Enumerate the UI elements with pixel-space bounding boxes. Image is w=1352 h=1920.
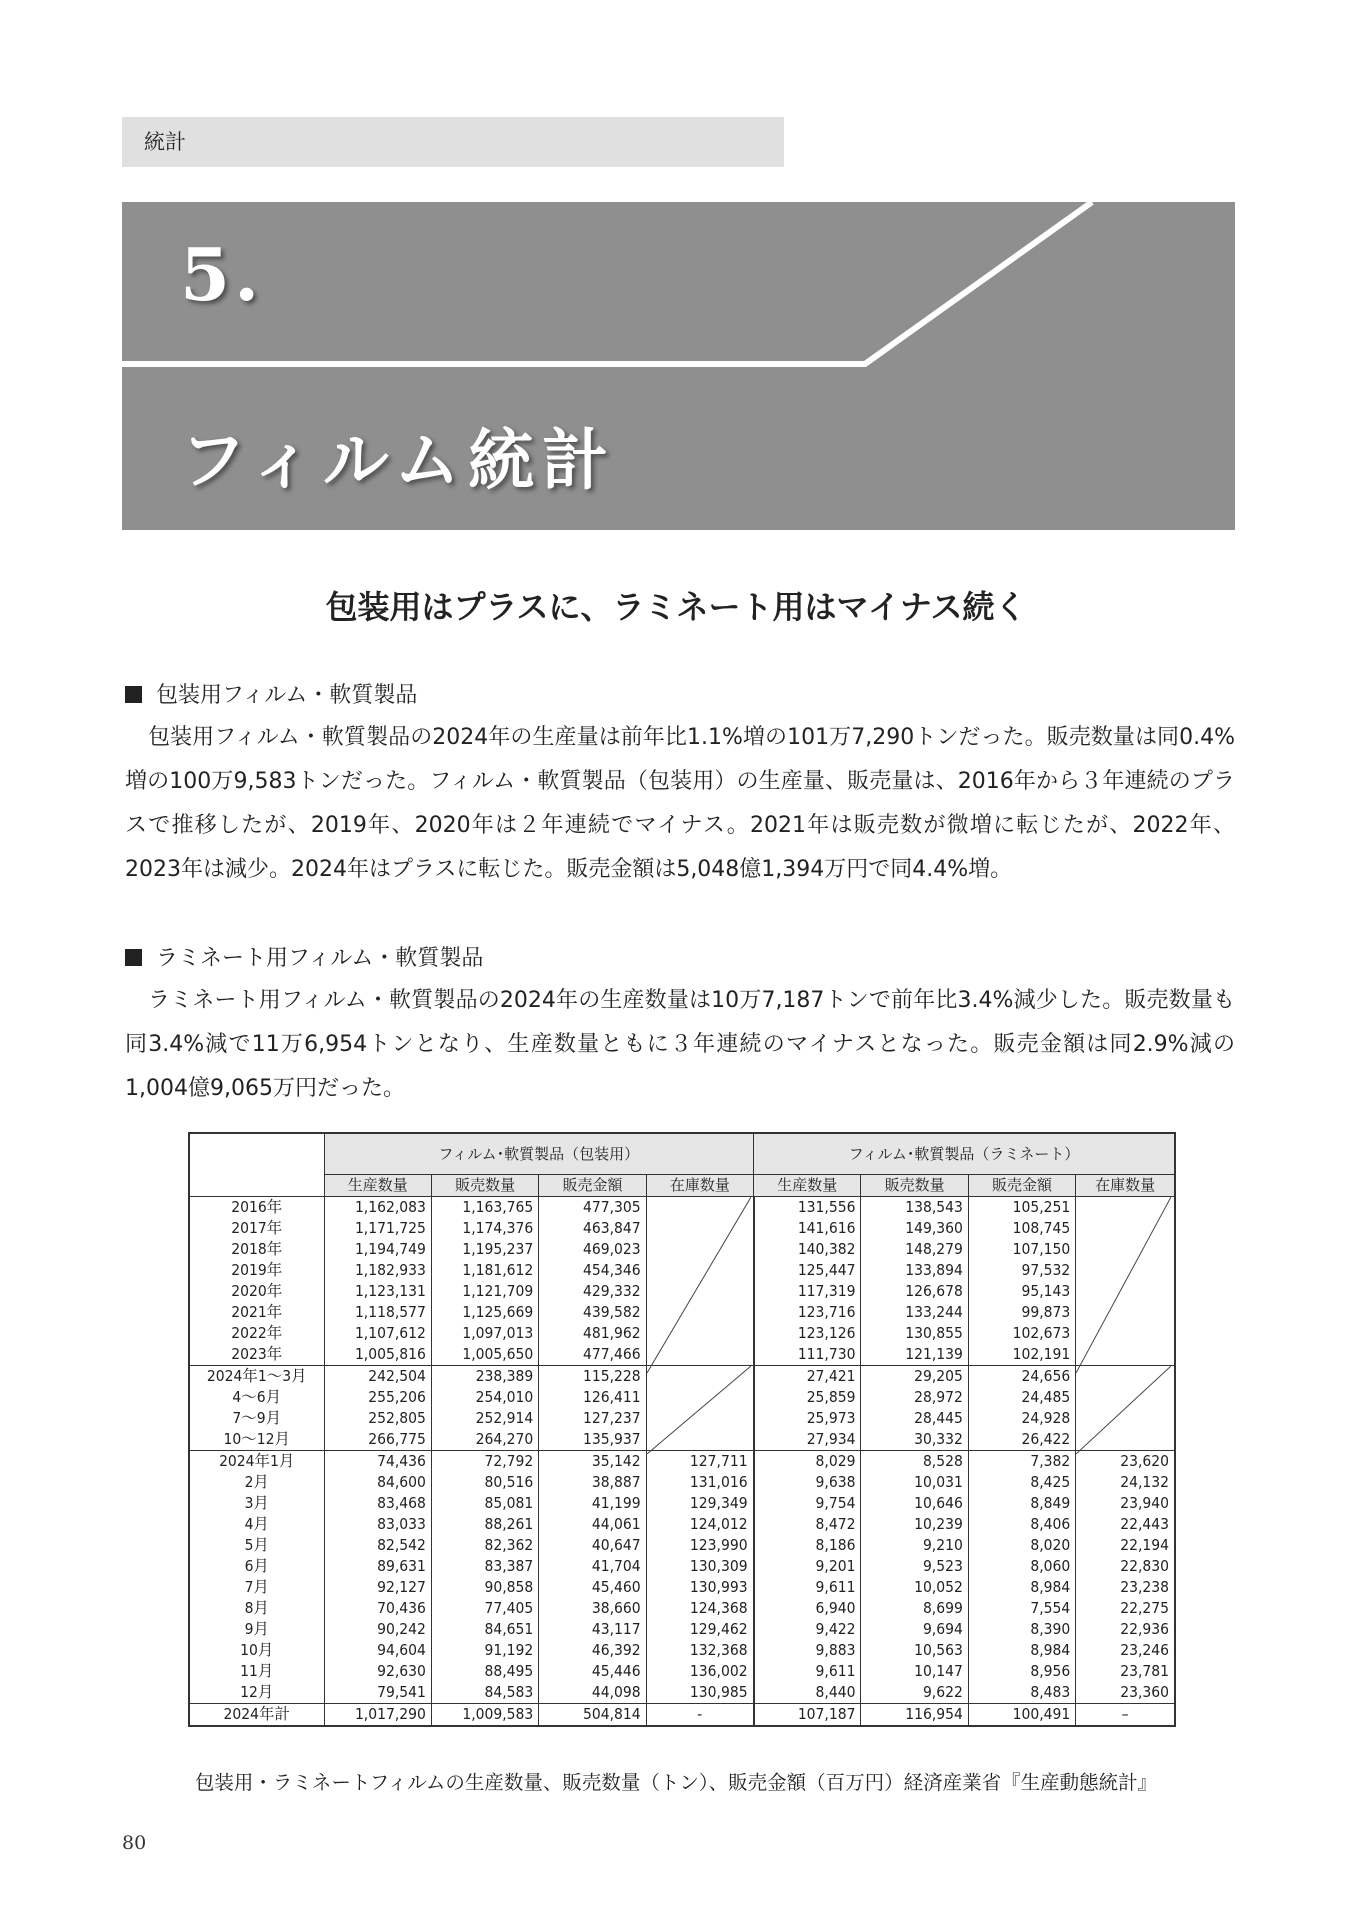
table-cell: 9,694: [861, 1619, 968, 1640]
row-label: 2019年: [189, 1260, 324, 1281]
table-cell: 84,600: [324, 1472, 431, 1493]
table-cell: 6,940: [754, 1598, 861, 1619]
table-cell: 116,954: [861, 1704, 968, 1727]
table-cell: 130,309: [646, 1556, 753, 1577]
table-cell: 124,012: [646, 1514, 753, 1535]
table-cell: 9,210: [861, 1535, 968, 1556]
table-cell: 105,251: [968, 1197, 1075, 1219]
empty-cell-diagonal: [646, 1366, 753, 1451]
table-cell: 82,542: [324, 1535, 431, 1556]
row-label: 2016年: [189, 1197, 324, 1219]
table-cell: 9,638: [754, 1472, 861, 1493]
table-corner: [189, 1133, 324, 1197]
table-row: [189, 1493, 1175, 1514]
table-cell: -: [646, 1704, 753, 1727]
table-cell: 35,142: [539, 1451, 646, 1473]
table-cell: 22,936: [1076, 1619, 1175, 1640]
table-cell: 23,246: [1076, 1640, 1175, 1661]
table-cell: 24,656: [968, 1366, 1075, 1388]
row-label: 2024年計: [189, 1704, 324, 1727]
table-cell: 8,472: [754, 1514, 861, 1535]
table-cell: 90,858: [431, 1577, 538, 1598]
table-cell: 83,387: [431, 1556, 538, 1577]
table-cell: 255,206: [324, 1387, 431, 1408]
table-cell: 1,162,083: [324, 1197, 431, 1219]
row-label: 8月: [189, 1598, 324, 1619]
table-cell: 1,163,765: [431, 1197, 538, 1219]
body-paragraph: ラミネート用フィルム・軟質製品の2024年の生産数量は10万7,187トンで前年比3.4%減少した。販売数量も同3.4%減で11万6,954トンとなり、生産数量ともに３年連続のマイナスとなった。販売金額は同2.9%減の1,004億9,065万円だった。: [125, 988, 1235, 1101]
table-caption: 包装用・ラミネートフィルムの生産数量、販売数量（トン）、販売金額（百万円）経済産業省『生産動態統計』: [194, 1771, 1158, 1794]
table-cell: 111,730: [754, 1344, 861, 1366]
table-cell: –: [1076, 1704, 1175, 1727]
column-header: 販売金額: [539, 1175, 646, 1197]
row-label: 2022年: [189, 1323, 324, 1344]
table-cell: 1,171,725: [324, 1218, 431, 1239]
table-cell: 10,052: [861, 1577, 968, 1598]
table-cell: 9,201: [754, 1556, 861, 1577]
table-cell: 23,940: [1076, 1493, 1175, 1514]
table-row: [189, 1556, 1175, 1577]
table-cell: 8,483: [968, 1682, 1075, 1704]
table-cell: 46,392: [539, 1640, 646, 1661]
table-cell: 8,020: [968, 1535, 1075, 1556]
column-header: 販売金額: [968, 1175, 1075, 1197]
table-cell: 1,174,376: [431, 1218, 538, 1239]
table-cell: 107,187: [754, 1704, 861, 1727]
table-cell: 469,023: [539, 1239, 646, 1260]
table-cell: 83,468: [324, 1493, 431, 1514]
table-cell: 10,563: [861, 1640, 968, 1661]
table-cell: 138,543: [861, 1197, 968, 1219]
section-heading-text: 包装用フィルム・軟質製品: [156, 683, 418, 708]
table-cell: 44,061: [539, 1514, 646, 1535]
table-cell: 1,195,237: [431, 1239, 538, 1260]
row-label: 3月: [189, 1493, 324, 1514]
table-cell: 477,305: [539, 1197, 646, 1219]
table-cell: 242,504: [324, 1366, 431, 1388]
table-cell: 82,362: [431, 1535, 538, 1556]
table-cell: 84,651: [431, 1619, 538, 1640]
table-cell: 70,436: [324, 1598, 431, 1619]
table-cell: 9,523: [861, 1556, 968, 1577]
column-header: 在庫数量: [1076, 1175, 1175, 1197]
table-cell: 140,382: [754, 1239, 861, 1260]
body-paragraph: 包装用フィルム・軟質製品の2024年の生産量は前年比1.1%増の101万7,290トンだった。販売数量は同0.4%増の100万9,583トンだった。フィルム・軟質製品（包装用）の生産量、販売量は、2016年から３年連続のプラスで推移したが、2019年、2020年は２年連続でマイナス。2021年は販売数が微増に転じたが、2022年、2023年は減少。2024年はプラスに転じた。販売金額は5,048億1,394万円で同4.4%増。: [125, 725, 1235, 882]
table-cell: 72,792: [431, 1451, 538, 1473]
table-cell: 1,182,933: [324, 1260, 431, 1281]
table-cell: 133,894: [861, 1260, 968, 1281]
table-cell: 8,984: [968, 1640, 1075, 1661]
row-label: 11月: [189, 1661, 324, 1682]
row-label: 2017年: [189, 1218, 324, 1239]
table-cell: 97,532: [968, 1260, 1075, 1281]
table-cell: 85,081: [431, 1493, 538, 1514]
table-cell: 1,097,013: [431, 1323, 538, 1344]
table-cell: 129,462: [646, 1619, 753, 1640]
empty-cell-diagonal: [646, 1197, 753, 1366]
table-cell: 266,775: [324, 1429, 431, 1451]
table-cell: 135,937: [539, 1429, 646, 1451]
table-row: [189, 1661, 1175, 1682]
column-header: 販売数量: [861, 1175, 968, 1197]
table-cell: 80,516: [431, 1472, 538, 1493]
table-cell: 264,270: [431, 1429, 538, 1451]
table-cell: 90,242: [324, 1619, 431, 1640]
table-cell: 83,033: [324, 1514, 431, 1535]
table-cell: 8,390: [968, 1619, 1075, 1640]
table-cell: 22,275: [1076, 1598, 1175, 1619]
table-cell: 79,541: [324, 1682, 431, 1704]
square-bullet-icon: [125, 686, 142, 703]
empty-cell-diagonal: [1076, 1197, 1175, 1366]
table-cell: 74,436: [324, 1451, 431, 1473]
table-cell: 27,934: [754, 1429, 861, 1451]
table-cell: 504,814: [539, 1704, 646, 1727]
table-cell: 136,002: [646, 1661, 753, 1682]
column-header: 販売数量: [431, 1175, 538, 1197]
table-cell: 126,411: [539, 1387, 646, 1408]
section-body-laminate: [125, 979, 1235, 1111]
table-cell: 1,107,612: [324, 1323, 431, 1344]
table-cell: 77,405: [431, 1598, 538, 1619]
table-cell: 100,491: [968, 1704, 1075, 1727]
table-cell: 24,485: [968, 1387, 1075, 1408]
section-tag: 統計: [122, 117, 784, 167]
table-cell: 131,016: [646, 1472, 753, 1493]
statistics-table: [188, 1132, 1176, 1727]
table-cell: 7,554: [968, 1598, 1075, 1619]
table-cell: 9,754: [754, 1493, 861, 1514]
table-cell: 439,582: [539, 1302, 646, 1323]
table-cell: 131,556: [754, 1197, 861, 1219]
table-cell: 45,460: [539, 1577, 646, 1598]
table-cell: 1,181,612: [431, 1260, 538, 1281]
table-row: [189, 1472, 1175, 1493]
table-cell: 89,631: [324, 1556, 431, 1577]
table-cell: 25,859: [754, 1387, 861, 1408]
table-cell: 22,830: [1076, 1556, 1175, 1577]
row-label: 2024年1～3月: [189, 1366, 324, 1388]
table-cell: 127,711: [646, 1451, 753, 1473]
chapter-number: 5.: [180, 232, 264, 317]
table-cell: 133,244: [861, 1302, 968, 1323]
table-row: [189, 1577, 1175, 1598]
row-label: 7月: [189, 1577, 324, 1598]
table-cell: 123,990: [646, 1535, 753, 1556]
table-cell: 25,973: [754, 1408, 861, 1429]
row-label: 5月: [189, 1535, 324, 1556]
table-cell: 92,127: [324, 1577, 431, 1598]
table-cell: 1,194,749: [324, 1239, 431, 1260]
table-cell: 1,017,290: [324, 1704, 431, 1727]
table-cell: 38,660: [539, 1598, 646, 1619]
table-cell: 8,029: [754, 1451, 861, 1473]
table-cell: 10,239: [861, 1514, 968, 1535]
table-row: [189, 1514, 1175, 1535]
table-cell: 8,186: [754, 1535, 861, 1556]
row-label: 2024年1月: [189, 1451, 324, 1473]
table-cell: 41,199: [539, 1493, 646, 1514]
table-cell: 22,194: [1076, 1535, 1175, 1556]
table-row: [189, 1598, 1175, 1619]
table-cell: 8,440: [754, 1682, 861, 1704]
table-row: [189, 1619, 1175, 1640]
table-cell: 121,139: [861, 1344, 968, 1366]
row-label: 10月: [189, 1640, 324, 1661]
table-cell: 30,332: [861, 1429, 968, 1451]
table-cell: 9,611: [754, 1661, 861, 1682]
row-label: 6月: [189, 1556, 324, 1577]
section-heading-packaging: [125, 678, 417, 709]
table-cell: 27,421: [754, 1366, 861, 1388]
table-cell: 454,346: [539, 1260, 646, 1281]
table-cell: 252,914: [431, 1408, 538, 1429]
table-cell: 1,005,816: [324, 1344, 431, 1366]
row-label: 2021年: [189, 1302, 324, 1323]
table-cell: 107,150: [968, 1239, 1075, 1260]
section-heading-laminate: [125, 941, 483, 972]
table-cell: 1,009,583: [431, 1704, 538, 1727]
table-cell: 8,849: [968, 1493, 1075, 1514]
row-label: 2020年: [189, 1281, 324, 1302]
table-cell: 22,443: [1076, 1514, 1175, 1535]
table-cell: 1,118,577: [324, 1302, 431, 1323]
table-cell: 429,332: [539, 1281, 646, 1302]
empty-cell-diagonal: [1076, 1366, 1175, 1451]
table-cell: 92,630: [324, 1661, 431, 1682]
table-cell: 130,993: [646, 1577, 753, 1598]
table-cell: 24,132: [1076, 1472, 1175, 1493]
table-cell: 23,781: [1076, 1661, 1175, 1682]
diagonal-line-icon: [647, 1197, 751, 1373]
table-cell: 148,279: [861, 1239, 968, 1260]
table-cell: 88,261: [431, 1514, 538, 1535]
table-cell: 126,678: [861, 1281, 968, 1302]
table-cell: 1,123,131: [324, 1281, 431, 1302]
table-cell: 8,699: [861, 1598, 968, 1619]
table-row: [189, 1682, 1175, 1704]
table-cell: 481,962: [539, 1323, 646, 1344]
table-cell: 132,368: [646, 1640, 753, 1661]
table-cell: 102,191: [968, 1344, 1075, 1366]
table-cell: 115,228: [539, 1366, 646, 1388]
row-label: 4月: [189, 1514, 324, 1535]
row-label: 12月: [189, 1682, 324, 1704]
table-cell: 23,360: [1076, 1682, 1175, 1704]
table-cell: 123,126: [754, 1323, 861, 1344]
table-cell: 28,972: [861, 1387, 968, 1408]
row-label: 2月: [189, 1472, 324, 1493]
table-cell: 108,745: [968, 1218, 1075, 1239]
row-label: 7～9月: [189, 1408, 324, 1429]
table-cell: 91,192: [431, 1640, 538, 1661]
table-cell: 45,446: [539, 1661, 646, 1682]
table-cell: 463,847: [539, 1218, 646, 1239]
table-cell: 26,422: [968, 1429, 1075, 1451]
table-cell: 127,237: [539, 1408, 646, 1429]
table-cell: 7,382: [968, 1451, 1075, 1473]
table-cell: 130,985: [646, 1682, 753, 1704]
table-cell: 9,422: [754, 1619, 861, 1640]
table-cell: 29,205: [861, 1366, 968, 1388]
table-cell: 44,098: [539, 1682, 646, 1704]
table-cell: 141,616: [754, 1218, 861, 1239]
table-cell: 8,406: [968, 1514, 1075, 1535]
table-cell: 99,873: [968, 1302, 1075, 1323]
table-cell: 477,466: [539, 1344, 646, 1366]
table-cell: 123,716: [754, 1302, 861, 1323]
table-cell: 24,928: [968, 1408, 1075, 1429]
table-cell: 1,125,669: [431, 1302, 538, 1323]
table-row: [189, 1197, 1175, 1219]
table-cell: 43,117: [539, 1619, 646, 1640]
table-cell: 28,445: [861, 1408, 968, 1429]
row-label: 4～6月: [189, 1387, 324, 1408]
table-row: [189, 1535, 1175, 1556]
page-number: 80: [122, 1832, 147, 1854]
table-cell: 102,673: [968, 1323, 1075, 1344]
table-cell: 1,005,650: [431, 1344, 538, 1366]
table-cell: 149,360: [861, 1218, 968, 1239]
row-label: 9月: [189, 1619, 324, 1640]
table-cell: 41,704: [539, 1556, 646, 1577]
table-cell: 252,805: [324, 1408, 431, 1429]
table-cell: 8,956: [968, 1661, 1075, 1682]
table-cell: 9,622: [861, 1682, 968, 1704]
table-cell: 8,060: [968, 1556, 1075, 1577]
table-cell: 129,349: [646, 1493, 753, 1514]
section-heading-text: ラミネート用フィルム・軟質製品: [156, 946, 484, 971]
square-bullet-icon: [125, 949, 142, 966]
group-header-laminate: フィルム･軟質製品（ラミネート）: [754, 1133, 1175, 1175]
diagonal-line-icon: [1076, 1197, 1171, 1373]
section-body-packaging: [125, 716, 1235, 892]
table-cell: 95,143: [968, 1281, 1075, 1302]
column-header: 在庫数量: [646, 1175, 753, 1197]
chapter-banner: [122, 202, 1235, 530]
row-label: 2018年: [189, 1239, 324, 1260]
table-cell: 10,147: [861, 1661, 968, 1682]
table-cell: 117,319: [754, 1281, 861, 1302]
table-cell: 8,984: [968, 1577, 1075, 1598]
row-label: 2023年: [189, 1344, 324, 1366]
column-header: 生産数量: [324, 1175, 431, 1197]
table-cell: 40,647: [539, 1535, 646, 1556]
table-cell: 238,389: [431, 1366, 538, 1388]
diagonal-line-icon: [647, 1366, 751, 1454]
table-cell: 130,855: [861, 1323, 968, 1344]
table-cell: 23,620: [1076, 1451, 1175, 1473]
table-cell: 8,528: [861, 1451, 968, 1473]
table-cell: 9,611: [754, 1577, 861, 1598]
table-row: [189, 1366, 1175, 1388]
row-label: 10～12月: [189, 1429, 324, 1451]
diagonal-line-icon: [1076, 1366, 1171, 1454]
table-cell: 10,031: [861, 1472, 968, 1493]
table-cell: 38,887: [539, 1472, 646, 1493]
table-cell: 125,447: [754, 1260, 861, 1281]
table-cell: 124,368: [646, 1598, 753, 1619]
group-header-packaging: フィルム･軟質製品（包装用）: [324, 1133, 754, 1175]
column-header: 生産数量: [754, 1175, 861, 1197]
table-cell: 84,583: [431, 1682, 538, 1704]
table-row: [189, 1704, 1175, 1727]
table-cell: 1,121,709: [431, 1281, 538, 1302]
table-cell: 23,238: [1076, 1577, 1175, 1598]
table-cell: 8,425: [968, 1472, 1075, 1493]
table-cell: 254,010: [431, 1387, 538, 1408]
table-cell: 9,883: [754, 1640, 861, 1661]
page-headline: 包装用はプラスに、ラミネート用はマイナス続く: [325, 588, 1027, 626]
table-row: [189, 1640, 1175, 1661]
table-cell: 10,646: [861, 1493, 968, 1514]
chapter-title: フィルム統計: [180, 421, 617, 499]
table-cell: 88,495: [431, 1661, 538, 1682]
table-cell: 94,604: [324, 1640, 431, 1661]
